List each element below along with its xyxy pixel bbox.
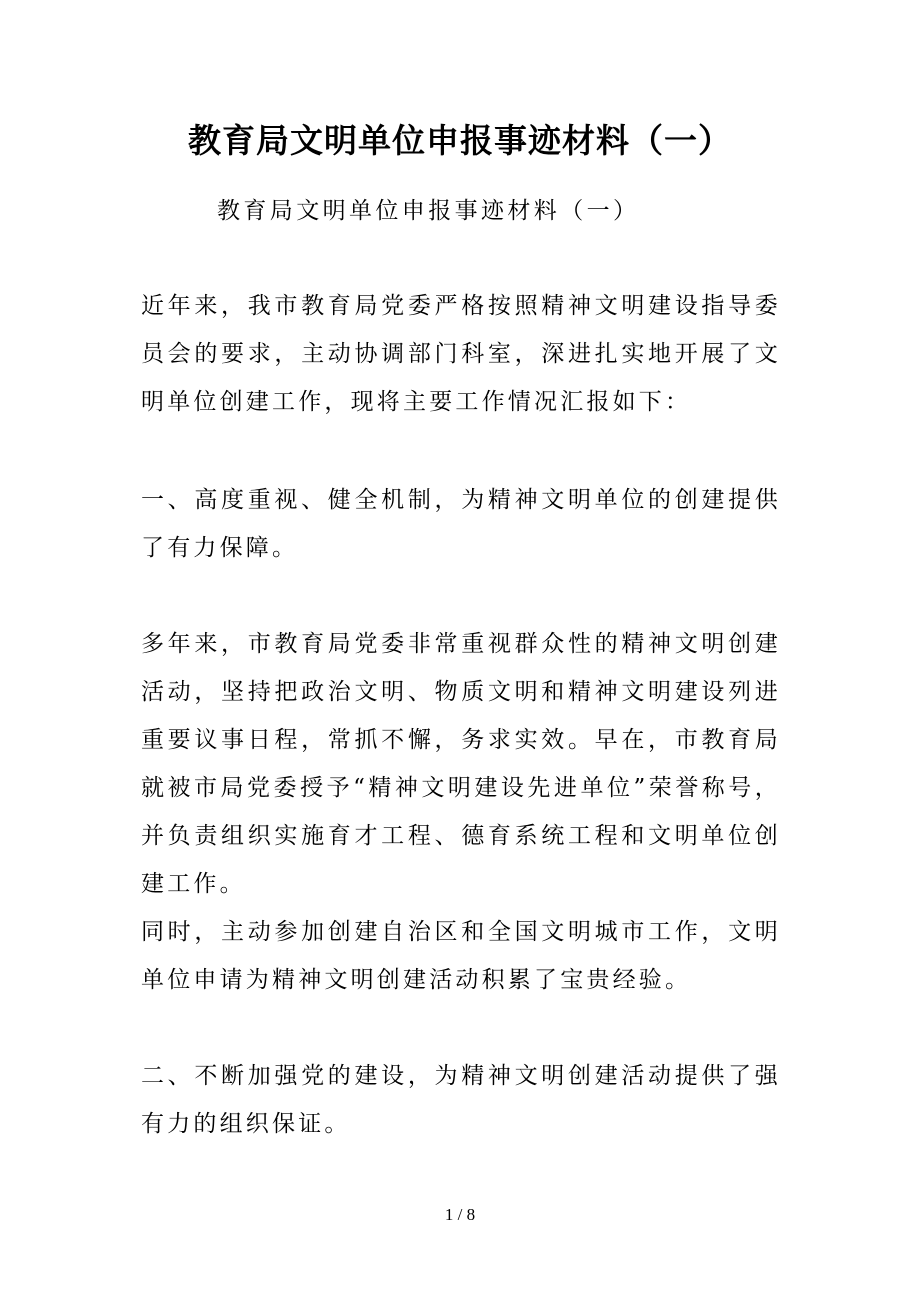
section-heading-2: 二、不断加强党的建设，为精神文明创建活动提供了强有力的组织保证。 xyxy=(141,1063,781,1137)
section-heading-1: 一、高度重视、健全机制，为精神文明单位的创建提供了有力保障。 xyxy=(141,487,781,561)
paragraph-body: 同时，主动参加创建自治区和全国文明城市工作，文明单位申请为精神文明创建活动积累了宝贵经验。 xyxy=(141,919,781,993)
paragraph-intro: 近年来，我市教育局党委严格按照精神文明建设指导委员会的要求，主动协调部门科室，深进扎实地开展了文明单位创建工作，现将主要工作情况汇报如下： xyxy=(141,293,781,415)
paragraph-body: 多年来，市教育局党委非常重视群众性的精神文明创建活动，坚持把政治文明、物质文明和精神文明建设列进重要议事日程，常抓不懈，务求实效。早在，市教育局就被市局党委授予“精神文明建设先进单位”荣誉称号，并负责组织实施育才工程、德育系统工程和文明单位创建工作。 xyxy=(141,631,781,897)
document-title: 教育局文明单位申报事迹材料（一） xyxy=(188,121,732,160)
page-number: 1 / 8 xyxy=(444,1205,476,1224)
document-subtitle: 教育局文明单位申报事迹材料（一） xyxy=(217,198,640,224)
